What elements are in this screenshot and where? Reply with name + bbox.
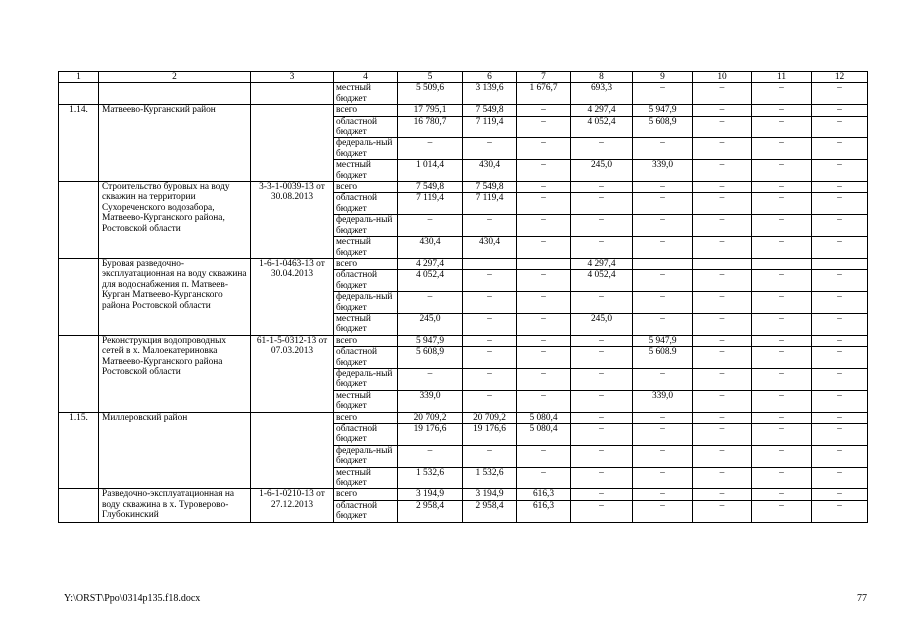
funding-source: областной бюджет: [334, 347, 398, 369]
amount-cell: 339,0: [633, 390, 693, 412]
amount-cell: –: [693, 335, 752, 346]
amount-cell: 7 119,4: [463, 193, 517, 215]
amount-cell: –: [693, 270, 752, 292]
amount-cell: [812, 258, 868, 269]
column-number: 4: [334, 72, 398, 83]
amount-cell: 5 509,6: [398, 83, 463, 105]
document-number: 3-3-1-0039-13 от 30.08.2013: [251, 182, 334, 259]
amount-cell: –: [812, 193, 868, 215]
amount-cell: 4 052,4: [398, 270, 463, 292]
amount-cell: –: [693, 292, 752, 314]
amount-cell: –: [812, 489, 868, 500]
amount-cell: –: [693, 412, 752, 423]
amount-cell: –: [693, 347, 752, 369]
amount-cell: –: [812, 445, 868, 467]
item-number: [59, 489, 99, 522]
table-row: [59, 105, 868, 116]
column-number: 11: [752, 72, 812, 83]
amount-cell: –: [571, 335, 633, 346]
amount-cell: 3 194,9: [398, 489, 463, 500]
amount-cell: –: [571, 500, 633, 522]
funding-source: всего: [334, 258, 398, 269]
amount-cell: 7 549,8: [398, 182, 463, 193]
amount-cell: –: [752, 237, 812, 259]
funding-source: областной бюджет: [334, 116, 398, 138]
amount-cell: –: [517, 160, 571, 182]
amount-cell: –: [812, 313, 868, 335]
amount-cell: –: [517, 193, 571, 215]
amount-cell: –: [752, 335, 812, 346]
amount-cell: 1 532,6: [463, 467, 517, 489]
amount-cell: –: [693, 424, 752, 446]
object-name: Матвеево-Курганский район: [99, 105, 251, 182]
amount-cell: –: [752, 489, 812, 500]
amount-cell: –: [571, 182, 633, 193]
amount-cell: –: [571, 368, 633, 390]
amount-cell: –: [633, 292, 693, 314]
table-row: [59, 83, 868, 105]
amount-cell: –: [693, 160, 752, 182]
amount-cell: –: [571, 193, 633, 215]
column-number: 12: [812, 72, 868, 83]
amount-cell: –: [812, 138, 868, 160]
amount-cell: –: [463, 292, 517, 314]
amount-cell: –: [812, 83, 868, 105]
amount-cell: 5 080,4: [517, 424, 571, 446]
amount-cell: –: [517, 105, 571, 116]
amount-cell: –: [752, 347, 812, 369]
amount-cell: 339,0: [398, 390, 463, 412]
table-row: [59, 412, 868, 423]
amount-cell: –: [517, 215, 571, 237]
amount-cell: –: [693, 116, 752, 138]
table-row: [59, 489, 868, 500]
funding-source: областной бюджет: [334, 500, 398, 522]
amount-cell: –: [463, 270, 517, 292]
funding-source: федераль-ный бюджет: [334, 215, 398, 237]
amount-cell: 7 119,4: [463, 116, 517, 138]
amount-cell: –: [398, 445, 463, 467]
funding-source: областной бюджет: [334, 270, 398, 292]
amount-cell: 5 608,9: [398, 347, 463, 369]
amount-cell: –: [571, 424, 633, 446]
column-number: 7: [517, 72, 571, 83]
amount-cell: –: [463, 335, 517, 346]
amount-cell: 693,3: [571, 83, 633, 105]
amount-cell: –: [752, 193, 812, 215]
amount-cell: –: [571, 489, 633, 500]
amount-cell: –: [398, 368, 463, 390]
document-number: [251, 105, 334, 182]
amount-cell: –: [812, 116, 868, 138]
object-name: Реконструкция водопроводных сетей в х. Малоекатериновка Матвеево-Курганского района Ростовской области: [99, 335, 251, 412]
amount-cell: –: [633, 215, 693, 237]
amount-cell: 5 947,9: [398, 335, 463, 346]
amount-cell: 5 080,4: [517, 412, 571, 423]
amount-cell: 245,0: [398, 313, 463, 335]
object-name: Строительство буровых на воду скважин на территории Сухореченского водозабора, Матвеево-Курганского района, Ростовской области: [99, 182, 251, 259]
amount-cell: 430,4: [463, 160, 517, 182]
item-number: [59, 335, 99, 412]
amount-cell: –: [752, 412, 812, 423]
amount-cell: –: [812, 215, 868, 237]
amount-cell: 430,4: [398, 237, 463, 259]
item-number: [59, 182, 99, 259]
amount-cell: [752, 258, 812, 269]
amount-cell: 4 052,4: [571, 116, 633, 138]
amount-cell: –: [812, 368, 868, 390]
amount-cell: –: [463, 390, 517, 412]
amount-cell: –: [752, 160, 812, 182]
amount-cell: 20 709,2: [463, 412, 517, 423]
funding-source: местный бюджет: [334, 390, 398, 412]
amount-cell: –: [517, 138, 571, 160]
amount-cell: –: [463, 215, 517, 237]
funding-source: всего: [334, 182, 398, 193]
funding-source: федераль-ный бюджет: [334, 138, 398, 160]
amount-cell: –: [752, 313, 812, 335]
funding-source: областной бюджет: [334, 193, 398, 215]
amount-cell: –: [812, 182, 868, 193]
amount-cell: [633, 258, 693, 269]
amount-cell: –: [693, 390, 752, 412]
amount-cell: –: [633, 467, 693, 489]
funding-source: федераль-ный бюджет: [334, 445, 398, 467]
amount-cell: –: [812, 500, 868, 522]
amount-cell: 17 795,1: [398, 105, 463, 116]
amount-cell: –: [633, 193, 693, 215]
amount-cell: –: [693, 105, 752, 116]
amount-cell: –: [571, 412, 633, 423]
amount-cell: –: [463, 368, 517, 390]
amount-cell: –: [752, 105, 812, 116]
column-number: 1: [59, 72, 99, 83]
amount-cell: 20 709,2: [398, 412, 463, 423]
amount-cell: –: [517, 313, 571, 335]
amount-cell: –: [517, 292, 571, 314]
amount-cell: –: [633, 500, 693, 522]
table-row: [59, 182, 868, 193]
amount-cell: 7 549,8: [463, 105, 517, 116]
object-name: [99, 83, 251, 105]
amount-cell: –: [571, 138, 633, 160]
funding-source: всего: [334, 105, 398, 116]
amount-cell: [463, 258, 517, 269]
table-row: [59, 258, 868, 269]
funding-source: местный бюджет: [334, 313, 398, 335]
amount-cell: –: [752, 368, 812, 390]
amount-cell: 430,4: [463, 237, 517, 259]
column-number: 8: [571, 72, 633, 83]
amount-cell: –: [752, 83, 812, 105]
amount-cell: 1 532,6: [398, 467, 463, 489]
funding-source: всего: [334, 412, 398, 423]
item-number: 1.15.: [59, 412, 99, 489]
document-number: [251, 83, 334, 105]
column-number: 2: [99, 72, 251, 83]
funding-source: областной бюджет: [334, 424, 398, 446]
amount-cell: –: [517, 390, 571, 412]
document-number: 1-6-1-0210-13 от 27.12.2013: [251, 489, 334, 522]
amount-cell: –: [398, 138, 463, 160]
amount-cell: 7 549,8: [463, 182, 517, 193]
column-number: 5: [398, 72, 463, 83]
amount-cell: –: [633, 424, 693, 446]
amount-cell: 19 176,6: [398, 424, 463, 446]
amount-cell: –: [463, 347, 517, 369]
amount-cell: –: [517, 347, 571, 369]
amount-cell: –: [693, 193, 752, 215]
amount-cell: –: [693, 500, 752, 522]
amount-cell: –: [517, 237, 571, 259]
amount-cell: –: [752, 270, 812, 292]
amount-cell: –: [633, 445, 693, 467]
amount-cell: 4 297,4: [398, 258, 463, 269]
amount-cell: –: [633, 489, 693, 500]
amount-cell: –: [752, 467, 812, 489]
amount-cell: 339,0: [633, 160, 693, 182]
amount-cell: –: [571, 292, 633, 314]
document-number: 61-1-5-0312-13 от 07.03.2013: [251, 335, 334, 412]
amount-cell: –: [693, 489, 752, 500]
amount-cell: 5 608.9: [633, 347, 693, 369]
amount-cell: –: [752, 500, 812, 522]
amount-cell: –: [752, 138, 812, 160]
amount-cell: 3 139,6: [463, 83, 517, 105]
amount-cell: –: [752, 445, 812, 467]
amount-cell: –: [812, 467, 868, 489]
amount-cell: 19 176,6: [463, 424, 517, 446]
amount-cell: 7 119,4: [398, 193, 463, 215]
amount-cell: 4 297,4: [571, 105, 633, 116]
amount-cell: –: [752, 390, 812, 412]
amount-cell: 16 780,7: [398, 116, 463, 138]
amount-cell: –: [693, 445, 752, 467]
amount-cell: 5 608,9: [633, 116, 693, 138]
column-number-row: [59, 72, 868, 83]
object-name: Разведочно-эксплуатационная на воду скважина в х. Туроверово-Глубокинский: [99, 489, 251, 522]
amount-cell: –: [752, 215, 812, 237]
amount-cell: –: [517, 182, 571, 193]
amount-cell: –: [812, 412, 868, 423]
page-number: 77: [857, 593, 867, 604]
column-number: 9: [633, 72, 693, 83]
amount-cell: –: [517, 467, 571, 489]
amount-cell: –: [693, 215, 752, 237]
funding-source: всего: [334, 489, 398, 500]
amount-cell: –: [633, 138, 693, 160]
amount-cell: –: [693, 237, 752, 259]
amount-cell: 1 676,7: [517, 83, 571, 105]
table-row: [59, 335, 868, 346]
amount-cell: –: [398, 292, 463, 314]
amount-cell: –: [633, 412, 693, 423]
amount-cell: –: [633, 368, 693, 390]
amount-cell: –: [752, 182, 812, 193]
amount-cell: –: [463, 138, 517, 160]
amount-cell: –: [571, 390, 633, 412]
amount-cell: –: [812, 270, 868, 292]
amount-cell: –: [633, 237, 693, 259]
amount-cell: –: [752, 292, 812, 314]
funding-source: федераль-ный бюджет: [334, 292, 398, 314]
amount-cell: –: [812, 292, 868, 314]
amount-cell: 5 947,9: [633, 105, 693, 116]
item-number: 1.14.: [59, 105, 99, 182]
amount-cell: 245,0: [571, 160, 633, 182]
amount-cell: –: [571, 347, 633, 369]
document-path: Y:\ORST\Ppo\0314p135.f18.docx: [64, 593, 201, 604]
amount-cell: –: [693, 313, 752, 335]
column-number: 6: [463, 72, 517, 83]
column-number: 10: [693, 72, 752, 83]
amount-cell: –: [752, 116, 812, 138]
amount-cell: 616,3: [517, 489, 571, 500]
amount-cell: [517, 258, 571, 269]
document-number: [251, 412, 334, 489]
amount-cell: 2 958,4: [463, 500, 517, 522]
amount-cell: –: [693, 467, 752, 489]
item-number: [59, 83, 99, 105]
amount-cell: 2 958,4: [398, 500, 463, 522]
amount-cell: –: [517, 116, 571, 138]
amount-cell: –: [812, 237, 868, 259]
amount-cell: –: [517, 445, 571, 467]
amount-cell: –: [571, 215, 633, 237]
amount-cell: –: [571, 467, 633, 489]
amount-cell: –: [463, 445, 517, 467]
object-name: Миллеровский район: [99, 412, 251, 489]
funding-source: местный бюджет: [334, 83, 398, 105]
funding-source: всего: [334, 335, 398, 346]
amount-cell: –: [633, 270, 693, 292]
amount-cell: –: [633, 313, 693, 335]
column-number: 3: [251, 72, 334, 83]
funding-source: федераль-ный бюджет: [334, 368, 398, 390]
amount-cell: 4 052,4: [571, 270, 633, 292]
amount-cell: –: [812, 424, 868, 446]
funding-source: местный бюджет: [334, 237, 398, 259]
amount-cell: –: [693, 138, 752, 160]
item-number: [59, 258, 99, 335]
amount-cell: –: [693, 83, 752, 105]
amount-cell: –: [633, 182, 693, 193]
amount-cell: –: [693, 368, 752, 390]
amount-cell: –: [571, 237, 633, 259]
budget-table: [58, 71, 868, 523]
amount-cell: –: [398, 215, 463, 237]
amount-cell: –: [812, 390, 868, 412]
amount-cell: –: [517, 368, 571, 390]
amount-cell: –: [752, 424, 812, 446]
object-name: Буровая разведочно-эксплуатационная на воду скважина для водоснабжения п. Матвеев-Курган Матвеево-Курганского района Ростовской области: [99, 258, 251, 335]
amount-cell: –: [812, 335, 868, 346]
amount-cell: 3 194,9: [463, 489, 517, 500]
amount-cell: –: [812, 347, 868, 369]
amount-cell: 245,0: [571, 313, 633, 335]
amount-cell: –: [517, 335, 571, 346]
amount-cell: 616,3: [517, 500, 571, 522]
amount-cell: 1 014,4: [398, 160, 463, 182]
amount-cell: –: [517, 270, 571, 292]
document-number: 1-6-1-0463-13 от 30.04.2013: [251, 258, 334, 335]
amount-cell: –: [571, 445, 633, 467]
amount-cell: –: [633, 83, 693, 105]
amount-cell: –: [812, 105, 868, 116]
funding-source: местный бюджет: [334, 467, 398, 489]
amount-cell: [693, 258, 752, 269]
amount-cell: –: [463, 313, 517, 335]
amount-cell: 5 947,9: [633, 335, 693, 346]
funding-source: местный бюджет: [334, 160, 398, 182]
amount-cell: –: [693, 182, 752, 193]
amount-cell: –: [812, 160, 868, 182]
amount-cell: 4 297,4: [571, 258, 633, 269]
